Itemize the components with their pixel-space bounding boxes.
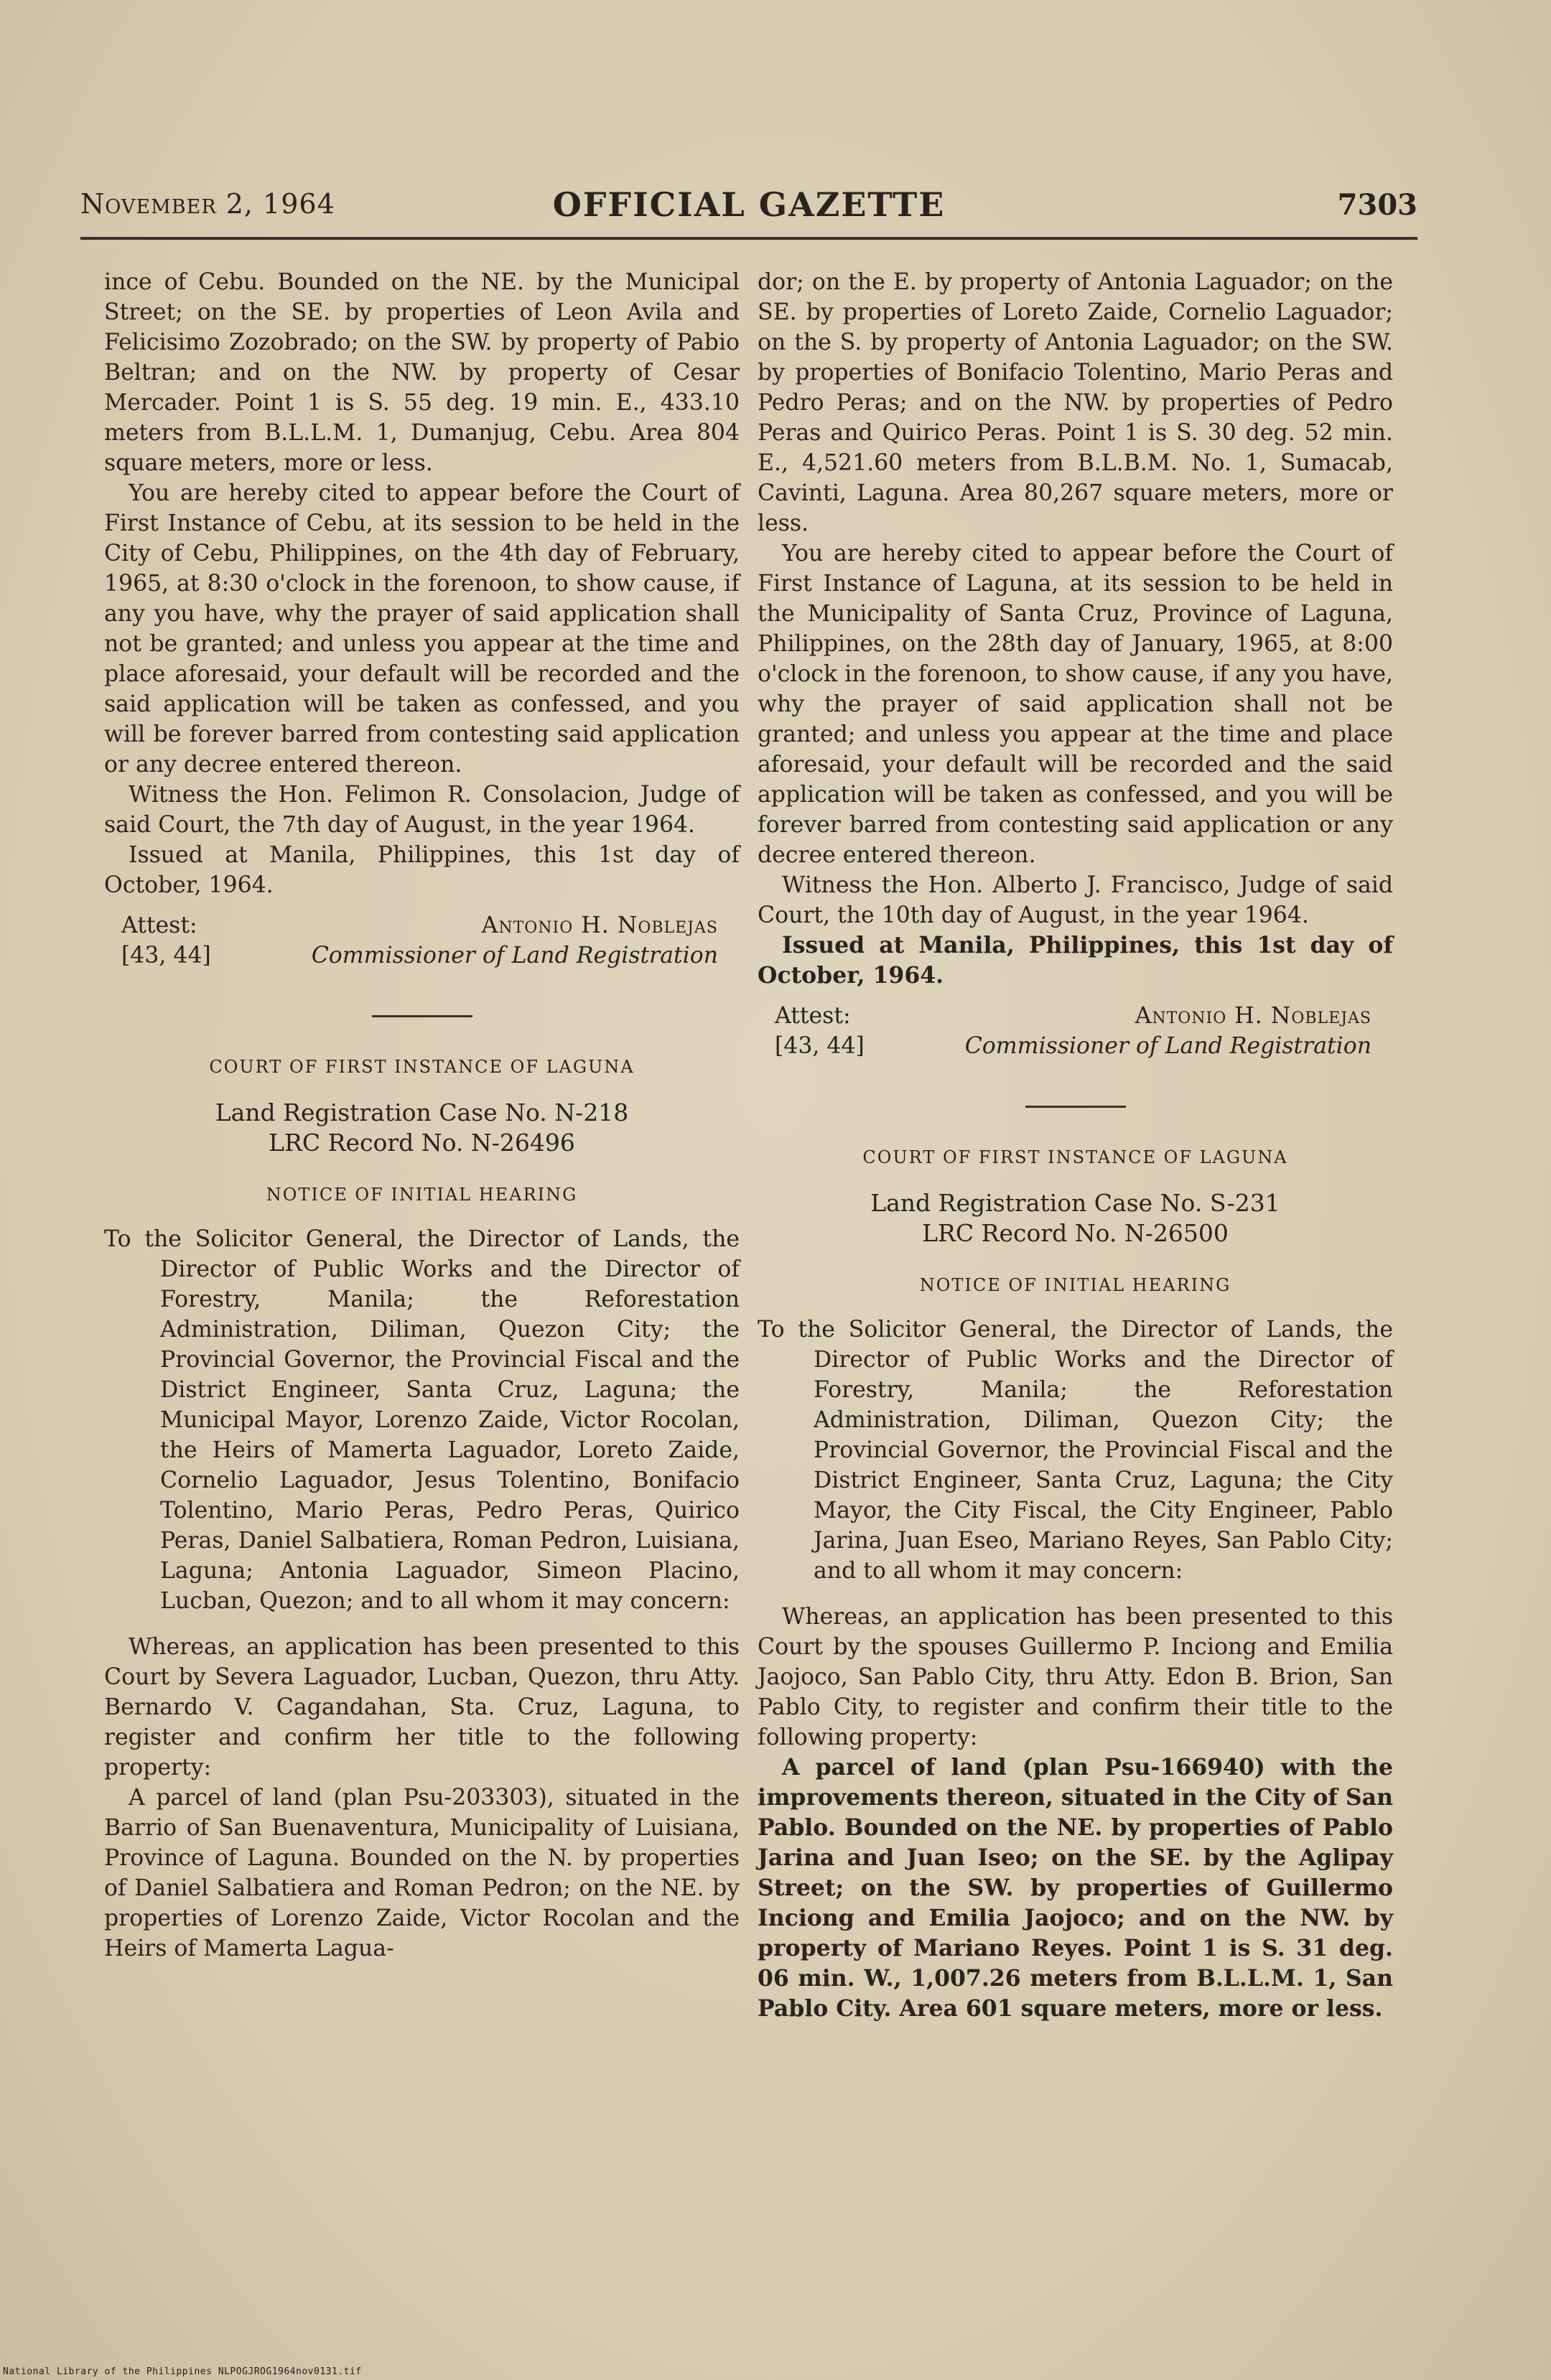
paragraph: Issued at Manila, Philippines, this 1st day of October, 1964.	[758, 932, 1393, 989]
case-number: Land Registration Case No. S-231	[870, 1189, 1280, 1217]
notice-heading: NOTICE OF INITIAL HEARING	[266, 1185, 578, 1205]
paragraph: Whereas, an application has been presented to this Court by the spouses Guillermo P. Inciong and Emilia Jaojoco, San Pablo City, thru Atty. Edon B. Brion, San Pablo City, to register and confirm their title to the following property:	[758, 1604, 1393, 1750]
left-column	[104, 267, 740, 1964]
attest-name: Antonio H. Noblejas	[1135, 1003, 1371, 1029]
case-number: Land Registration Case No. N-218	[215, 1098, 629, 1126]
attest-ref: [43, 44]	[121, 943, 211, 969]
page-header	[80, 185, 1417, 231]
court-heading: COURT OF FIRST INSTANCE OF LAGUNA	[209, 1057, 635, 1077]
right-column	[758, 267, 1393, 2024]
publication-title: OFFICIAL GAZETTE	[552, 185, 946, 224]
paragraph: You are hereby cited to appear before the Court of First Instance of Cebu, at its session to be held in the City of Cebu, Philippines, on the 4th day of February, 1965, at 8:30 o'clock in the forenoon, to show cause, if any you have, why the prayer of said application shall not be granted; and unless you appear at the time and place aforesaid, your default will be recorded and the said application will be taken as confessed, and you will be forever barred from contesting said application or any decree entered thereon.	[104, 480, 740, 778]
paragraph: You are hereby cited to appear before the Court of First Instance of Laguna, at its session to be held in the Municipality of Santa Cruz, Province of Laguna, Philippines, on the 28th day of January, 1965, at 8:00 o'clock in the forenoon, to show cause, if any you have, why the prayer of said application shall not be granted; and unless you appear at the time and place aforesaid, your default will be recorded and the said application will be taken as confessed, and you will be forever barred from contesting said application or any decree entered thereon.	[758, 541, 1393, 868]
issue-date: November 2, 1964	[80, 188, 335, 220]
page-number: 7303	[1337, 188, 1417, 222]
paragraph: A parcel of land (plan Psu-203303), situated in the Barrio of San Buenaventura, Municipality of Luisiana, Province of Laguna. Bounded on the N. by properties of Daniel Salbatiera and Roman Pedron; on the NE. by properties of Lorenzo Zaide, Victor Rocolan and the Heirs of Mamerta Lagua-	[104, 1785, 740, 1961]
paragraph: Witness the Hon. Felimon R. Consolacion, Judge of said Court, the 7th day of August, in the year 1964.	[104, 782, 740, 838]
addressees: To the Solicitor General, the Director of Lands, the Director of Public Works and the Director of Forestry, Manila; the Reforestation Administration, Diliman, Quezon City; the Provincial Governor, the Provincial Fiscal and the District Engineer, Santa Cruz, Laguna; the Municipal Mayor, Lorenzo Zaide, Victor Rocolan, the Heirs of Mamerta Laguador, Loreto Zaide, Cornelio Laguador, Jesus Tolentino, Bonifacio Tolentino, Mario Peras, Pedro Peras, Quirico Peras, Daniel Salbatiera, Roman Pedron, Luisiana, Laguna; Antonia Laguador, Simeon Placino, Lucban, Quezon; and to all whom it may concern:	[104, 1226, 740, 1614]
scan-footer: National Library of the Philippines NLPOGJROG1964nov0131.tif	[3, 2366, 362, 2377]
lrc-record-number: LRC Record No. N-26496	[269, 1129, 575, 1157]
attest-title: Commissioner of Land Registration	[964, 1033, 1371, 1059]
paragraph: dor; on the E. by property of Antonia Laguador; on the SE. by properties of Loreto Zaide, Cornelio Laguador; on the S. by property of Antonia Laguador; on the SW. by properties of Bonifacio Tolentino, Mario Peras and Pedro Peras; and on the NW. by properties of Pedro Peras and Quirico Peras. Point 1 is S. 30 deg. 52 min. E., 4,521.60 meters from B.L.B.M. No. 1, Sumacab, Cavinti, Laguna. Area 80,267 square meters, more or less.	[758, 269, 1393, 536]
paragraph: Whereas, an application has been presented to this Court by Severa Laguador, Lucban, Quezon, thru Atty. Bernardo V. Cagandahan, Sta. Cruz, Laguna, to register and confirm her title to the following property:	[104, 1634, 740, 1781]
attest-ref: [43, 44]	[775, 1033, 865, 1059]
addressees: To the Solicitor General, the Director of Lands, the Director of Public Works and the Director of Forestry, Manila; the Reforestation Administration, Diliman, Quezon City; the Provincial Governor, the Provincial Fiscal and the District Engineer, Santa Cruz, Laguna; the City Mayor, the City Fiscal, the City Engineer, Pablo Jarina, Juan Eseo, Mariano Reyes, San Pablo City; and to all whom it may concern:	[758, 1317, 1393, 1584]
section-separator	[372, 1015, 472, 1017]
paragraph: Issued at Manila, Philippines, this 1st day of October, 1964.	[104, 842, 740, 898]
header-rule	[80, 237, 1417, 240]
paragraph: Witness the Hon. Alberto J. Francisco, Judge of said Court, the 10th day of August, in the year 1964.	[758, 872, 1393, 928]
lrc-record-number: LRC Record No. N-26500	[922, 1219, 1229, 1247]
section-separator	[1025, 1106, 1126, 1108]
attestation	[758, 1001, 1393, 1061]
attest-title: Commissioner of Land Registration	[311, 943, 718, 969]
attest-name: Antonio H. Noblejas	[481, 913, 718, 938]
notice-heading: NOTICE OF INITIAL HEARING	[919, 1275, 1231, 1295]
paragraph: ince of Cebu. Bounded on the NE. by the Municipal Street; on the SE. by properties of Leon Avila and Felicisimo Zozobrado; on the SW. by property of Pabio Beltran; and on the NW. by property of Cesar Mercader. Point 1 is S. 55 deg. 19 min. E., 433.10 meters from B.L.L.M. 1, Dumanjug, Cebu. Area 804 square meters, more or less.	[104, 269, 740, 476]
attest-label: Attest:	[775, 1003, 851, 1029]
attestation	[104, 910, 740, 971]
paragraph: A parcel of land (plan Psu-166940) with the improvements thereon, situated in the City of San Pablo. Bounded on the NE. by properties of Pablo Jarina and Juan Iseo; on the SE. by the Aglipay Street; on the SW. by properties of Guillermo Inciong and Emilia Jaojoco; and on the NW. by property of Mariano Reyes. Point 1 is S. 31 deg. 06 min. W., 1,007.26 meters from B.L.L.M. 1, San Pablo City. Area 601 square meters, more or less.	[758, 1754, 1393, 2022]
court-heading: COURT OF FIRST INSTANCE OF LAGUNA	[862, 1147, 1288, 1167]
attest-label: Attest:	[121, 913, 197, 938]
